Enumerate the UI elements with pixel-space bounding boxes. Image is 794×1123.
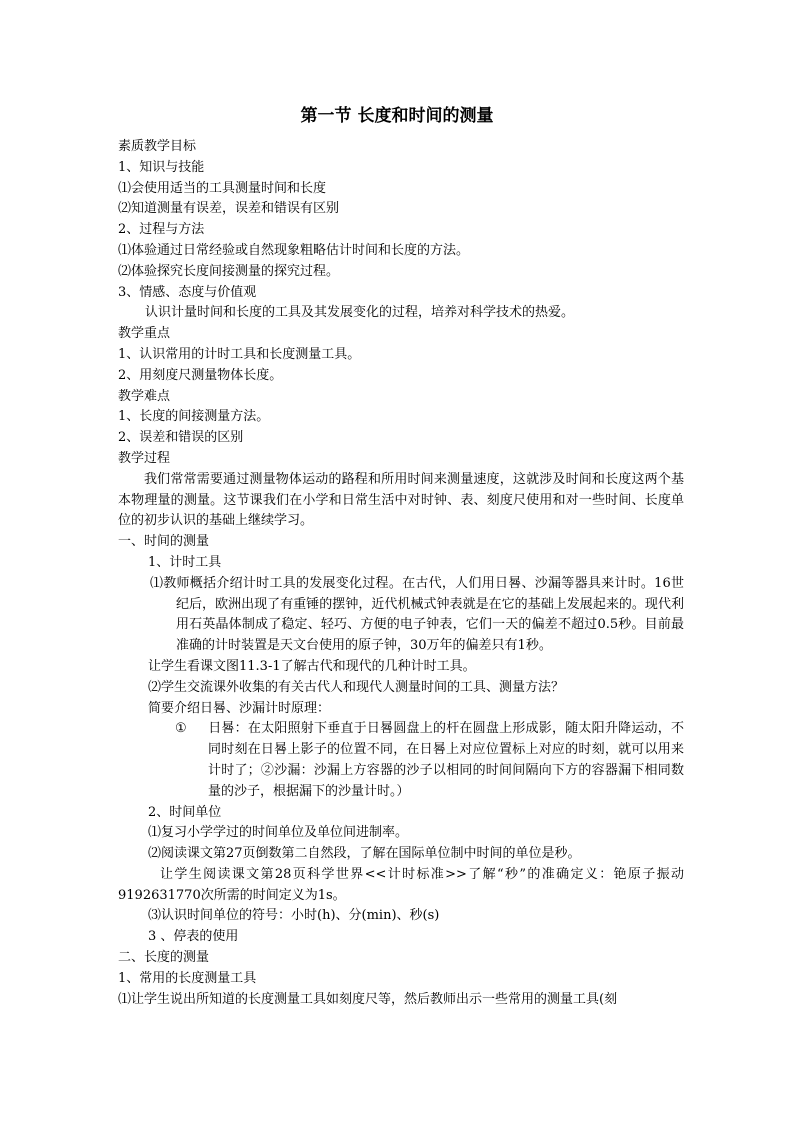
text-line: 简要介绍日晷、沙漏计时原理： — [148, 700, 331, 716]
text-line: 让学生看课文图11.3-1了解古代和现代的几种计时工具。 — [148, 658, 476, 674]
text-line: ⑴复习小学学过的时间单位及单位间进制率。 — [148, 825, 409, 841]
intro-paragraph: 我们常常需要通过测量物体运动的路程和所用时间来测量速度，这就涉及时间和长度这两个基本物理量的测量。这节课我们在小学和日常生活中对时钟、表、刻度尺使用和对一些时间、长度单位的初步认识的基础上继续学习。 — [118, 471, 684, 529]
subheading-knowledge-skills: 1、知识与技能 — [118, 159, 205, 175]
timing-tools-paragraph: ⑴教师概括介绍计时工具的发展变化过程。在古代，人们用日晷、沙漏等器具来计时。16世纪后，欧洲出现了有重锤的摆钟，近代机械式钟表就是在它的基础上发展起来的。现代利用石英晶体制成了稳定、轻巧、方便的电子钟表，它们一天的偏差不超过0.5秒。目前最准确的计时装置是天文台使用的原子钟，30万年的偏差只有1秒。 — [150, 575, 684, 654]
second-definition-paragraph: 让学生阅读课文第28页科学世界<<计时标准>>了解“秒”的准确定义：铯原子振动9192631770次所需的时间定义为1s。 — [118, 866, 684, 903]
sundial-hourglass-text: 日晷：在太阳照射下垂直于日晷圆盘上的杆在圆盘上形成影，随太阳升降运动，不同时刻在日晷上影子的位置不同，在日晷上对应位置标上对应的时刻，就可以用来计时了；②沙漏：沙漏上方容器的沙子以相同的时间间隔向下方的容器漏下相同数量的沙子，根据漏下的沙量计时。） — [208, 721, 684, 799]
text-line: 1、长度的间接测量方法。 — [118, 409, 270, 425]
subheading-timing-tools: 1、计时工具 — [148, 554, 222, 570]
text-line: 2、误差和错误的区别 — [118, 430, 244, 446]
section-heading-difficulties: 教学难点 — [118, 388, 171, 404]
text-line: 1、认识常用的计时工具和长度测量工具。 — [118, 346, 361, 362]
section-heading-time-measurement: 一、时间的测量 — [118, 534, 210, 550]
subheading-time-units: 2、时间单位 — [148, 804, 222, 820]
sundial-hourglass-paragraph — [118, 719, 684, 802]
page-title: 第一节 长度和时间的测量 — [300, 106, 494, 126]
section-heading-key-points: 教学重点 — [118, 326, 171, 342]
text-line: ⑵学生交流课外收集的有关古代人和现代人测量时间的工具、测量方法？ — [148, 679, 565, 695]
section-heading-process: 教学过程 — [118, 450, 171, 466]
text-line: ⑴让学生说出所知道的长度测量工具如刻度尺等，然后教师出示一些常用的测量工具(刻 — [118, 991, 618, 1007]
subheading-process-method: 2、过程与方法 — [118, 222, 205, 238]
text-line: ⑵阅读课文第27页倒数第二自然段，了解在国际单位制中时间的单位是秒。 — [148, 846, 581, 862]
section-heading-length-measurement: 二、长度的测量 — [118, 950, 210, 966]
text-line: ⑵知道测量有误差，误差和错误有区别 — [118, 201, 340, 217]
text-line: ⑴会使用适当的工具测量时间和长度 — [118, 180, 327, 196]
text-line: ⑶认识时间单位的符号：小时(h)、分(min)、秒(s) — [148, 908, 440, 924]
document-body — [118, 137, 684, 1010]
circled-number-one: ① — [175, 721, 187, 737]
text-line: 认识计量时间和长度的工具及其发展变化的过程，培养对科学技术的热爱。 — [145, 305, 575, 321]
subheading-stopwatch: 3 、停表的使用 — [148, 929, 239, 945]
text-line: 2、用刻度尺测量物体长度。 — [118, 367, 283, 383]
section-heading-goals: 素质教学目标 — [118, 139, 197, 154]
subheading-length-tools: 1、常用的长度测量工具 — [118, 970, 257, 986]
subheading-attitude-values: 3、情感、态度与价值观 — [118, 284, 257, 300]
text-line: ⑵体验探究长度间接测量的探究过程。 — [118, 263, 340, 279]
text-line: ⑴体验通过日常经验或自然现象粗略估计时间和长度的方法。 — [118, 242, 470, 258]
